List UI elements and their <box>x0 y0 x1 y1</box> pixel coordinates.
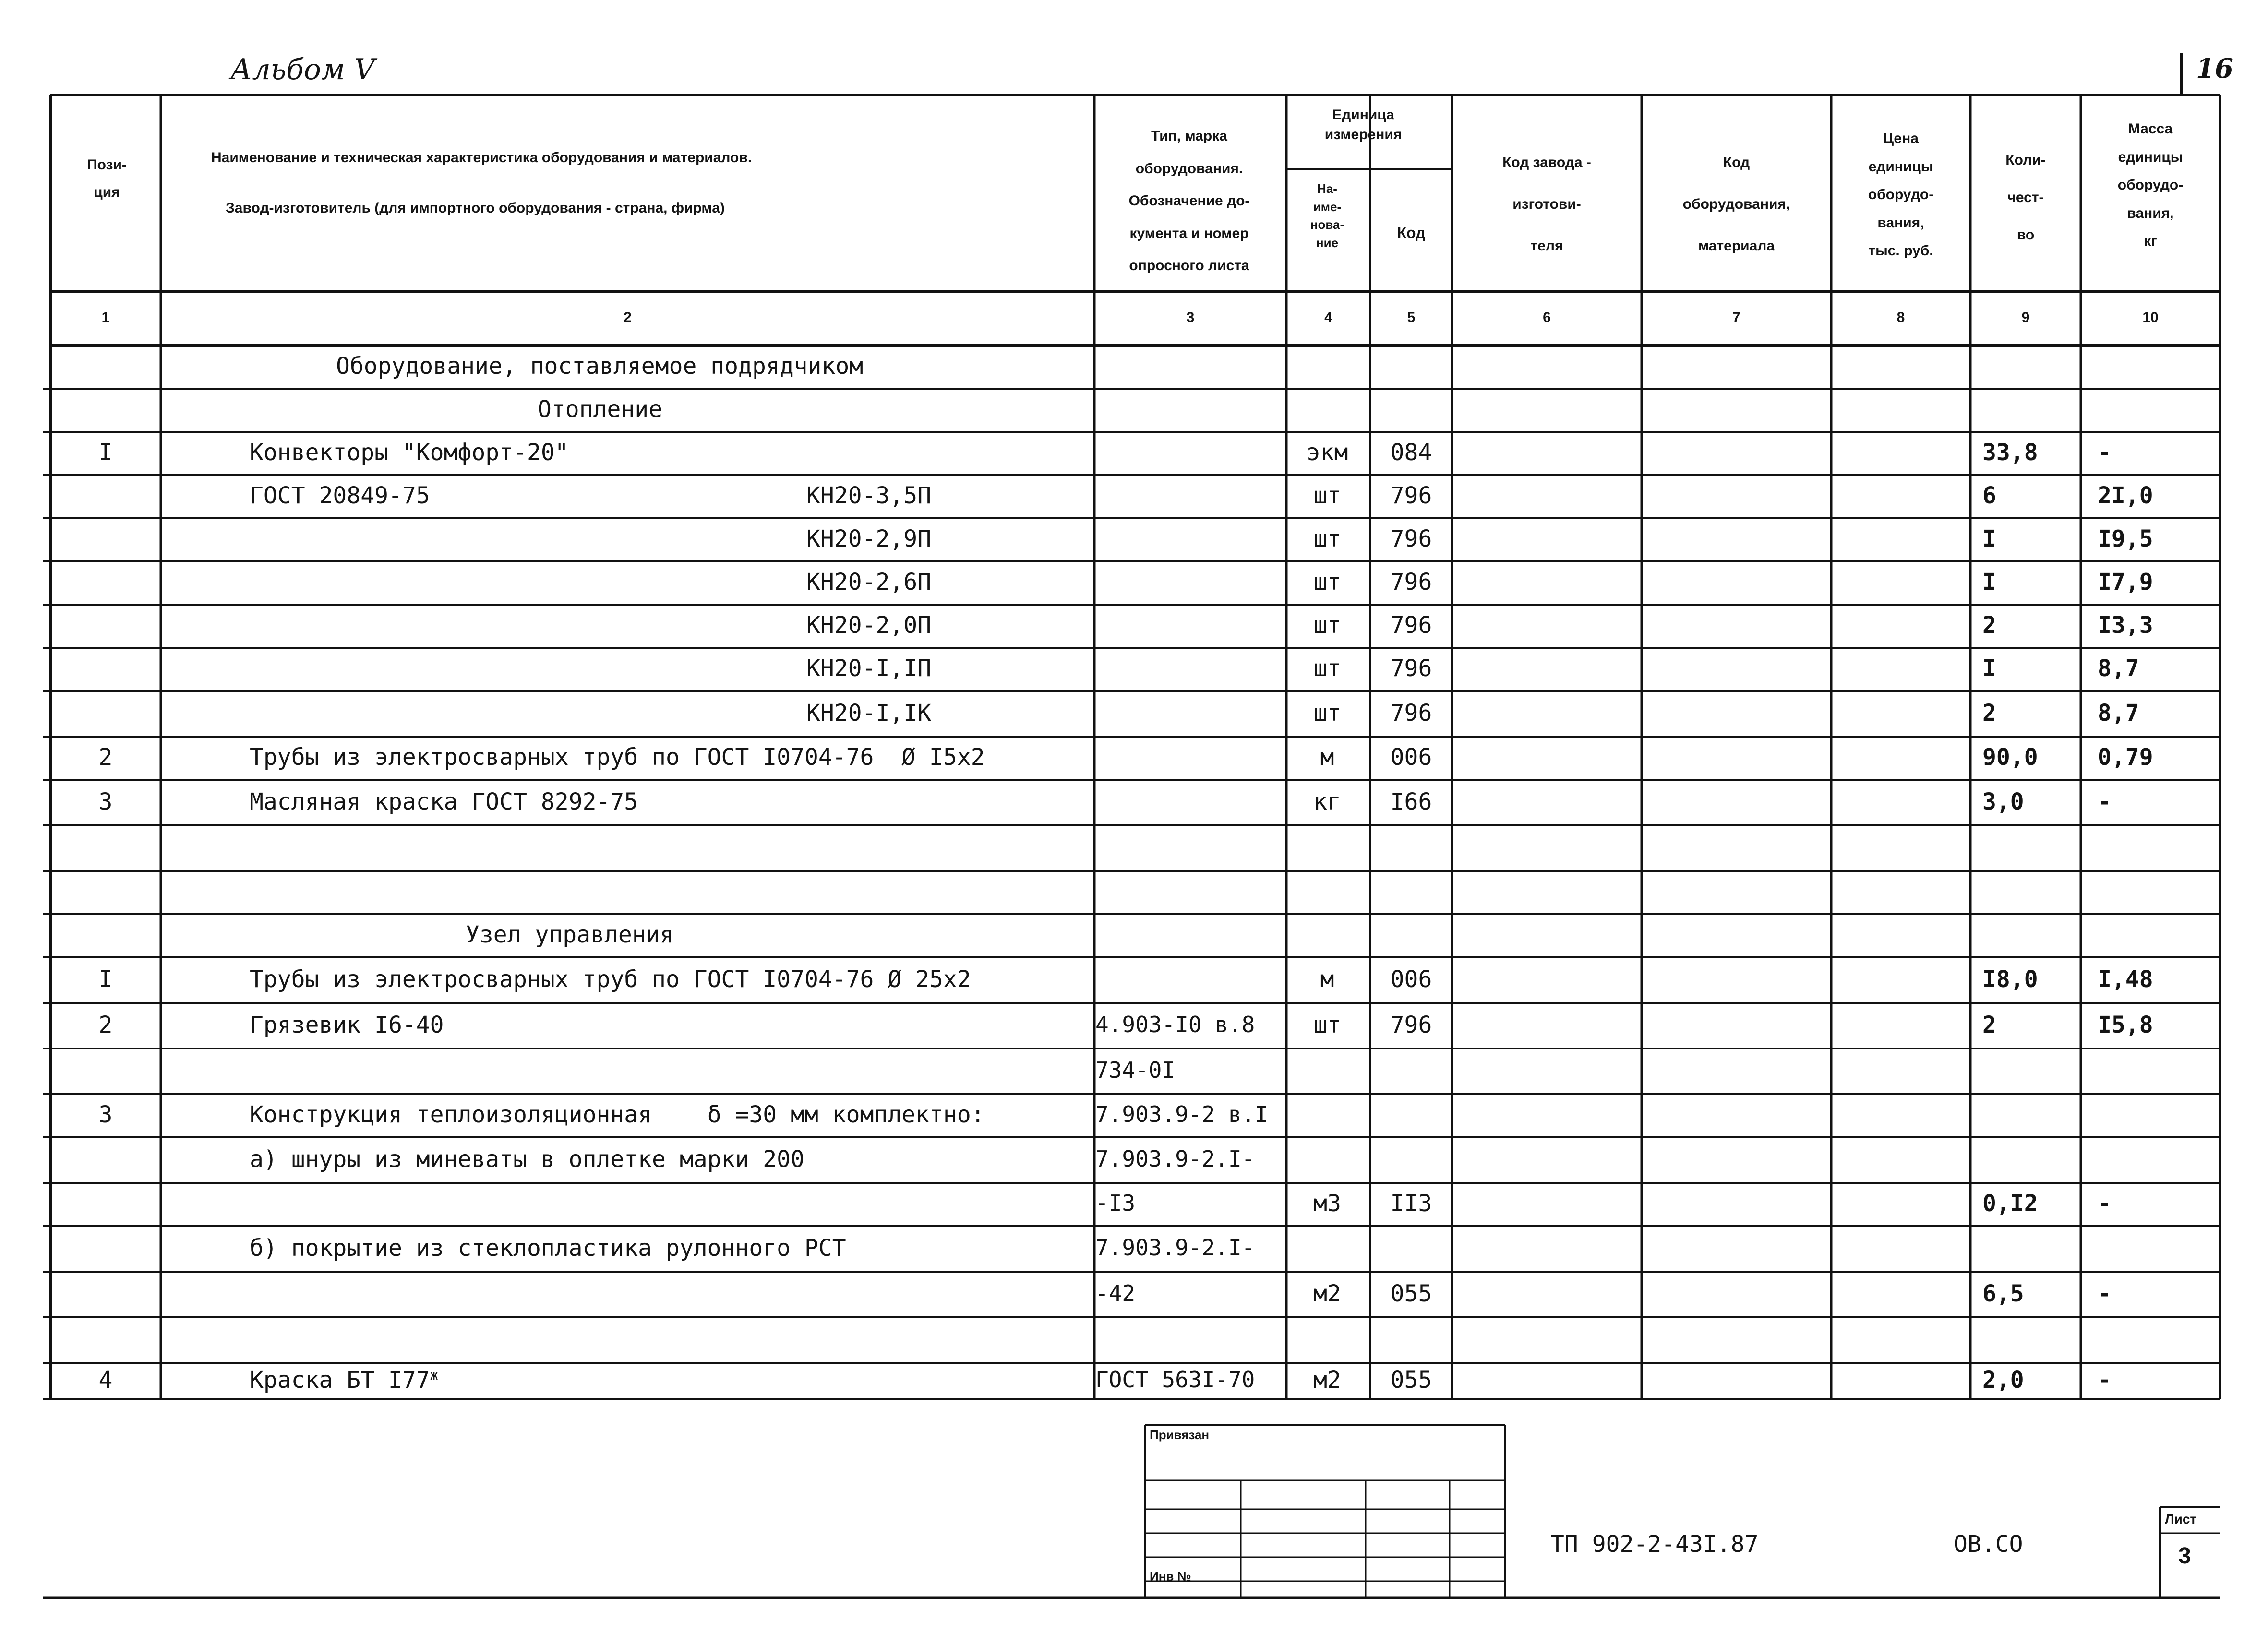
row-mark: КН20-I,IК <box>806 699 932 727</box>
row-mass: 2I,0 <box>2098 482 2153 509</box>
row-mass: 8,7 <box>2098 655 2139 682</box>
row-type-doc: ГОСТ 563I-70 <box>1095 1366 1255 1393</box>
row-position: 2 <box>98 744 113 771</box>
header-position: Пози- ция <box>87 157 127 200</box>
row-name: Масляная краска ГОСТ 8292-75 <box>250 788 638 815</box>
header-name-line1: Наименование и техническая характеристика оборудования и материалов. <box>211 150 752 166</box>
header-unit-code: Код <box>1397 224 1426 241</box>
stamp-privyazan: Привязан <box>1150 1428 1210 1442</box>
row-unit: м2 <box>1313 1366 1341 1394</box>
row-unit-code: 796 <box>1390 1011 1432 1038</box>
row-unit-code: 084 <box>1390 439 1432 466</box>
row-unit: шт <box>1313 655 1341 682</box>
row-mark: КН20-2,9П <box>806 525 932 552</box>
row-mark: КН20-I,IП <box>806 655 932 682</box>
header-plant-code: Код завода - изготови- теля <box>1502 155 1591 254</box>
row-unit: шт <box>1313 1011 1341 1038</box>
column-number: 1 <box>101 310 110 325</box>
row-type-doc: 7.903.9-2 в.I <box>1095 1101 1269 1127</box>
row-unit: м3 <box>1313 1190 1341 1217</box>
row-unit-code: 796 <box>1390 482 1432 509</box>
row-mass: I3,3 <box>2098 612 2153 639</box>
row-quantity: 2 <box>1982 699 1996 727</box>
row-unit: шт <box>1313 569 1341 596</box>
row-mass: - <box>2098 1190 2112 1217</box>
row-quantity: 2 <box>1982 612 1996 639</box>
row-quantity: I <box>1982 525 1996 552</box>
row-name: а) шнуры из миневаты в оплетке марки 200 <box>250 1145 804 1173</box>
column-number: 7 <box>1732 310 1740 325</box>
row-unit-code: 796 <box>1390 699 1432 727</box>
row-position: 3 <box>98 1101 113 1128</box>
row-quantity: I <box>1982 655 1996 682</box>
row-unit: экм <box>1306 439 1348 466</box>
column-number: 6 <box>1543 310 1551 325</box>
row-position: I <box>98 439 113 466</box>
stamp-sheet-number: 3 <box>2178 1543 2191 1569</box>
stamp-document-code: ТП 902-2-43I.87 <box>1550 1531 1759 1558</box>
row-unit: м2 <box>1313 1280 1341 1307</box>
row-quantity: I <box>1982 569 1996 596</box>
row-position: I <box>98 965 113 993</box>
header-name-line2: Завод-изготовитель (для импортного оборудования - страна, фирма) <box>226 200 725 216</box>
row-mass: I9,5 <box>2098 525 2153 552</box>
row-name-superscript: ж <box>430 1367 438 1383</box>
row-unit-code: I66 <box>1390 788 1432 815</box>
row-quantity: 3,0 <box>1982 788 2024 815</box>
header-equipment-code: Код оборудования, материала <box>1682 155 1790 254</box>
row-unit-code: 055 <box>1390 1366 1432 1394</box>
row-unit: шт <box>1313 612 1341 639</box>
column-number: 9 <box>2021 310 2030 325</box>
column-number: 8 <box>1896 310 1905 325</box>
row-quantity: I8,0 <box>1982 965 2038 993</box>
row-unit: м <box>1320 965 1334 993</box>
row-type-doc: 4.903-I0 в.8 <box>1095 1011 1255 1037</box>
header-type: Тип, марка оборудования. Обозначение до- кумента и номер опросного листа <box>1128 128 1250 274</box>
row-name: Узел управления <box>466 921 674 948</box>
row-quantity: 0,I2 <box>1982 1190 2038 1217</box>
row-unit-code: 796 <box>1390 525 1432 552</box>
row-name: Трубы из электросварных труб по ГОСТ I0704-76 Ø 25x2 <box>250 965 971 993</box>
row-type-doc: -42 <box>1095 1280 1136 1306</box>
row-name: Трубы из электросварных труб по ГОСТ I0704-76 Ø I5x2 <box>250 744 985 771</box>
column-number: 10 <box>2142 310 2159 325</box>
row-mass: I7,9 <box>2098 569 2153 596</box>
row-name: Конвекторы "Комфорт-20" <box>250 439 569 466</box>
stamp-inv: Инв № <box>1150 1569 1191 1584</box>
row-unit-code: 006 <box>1390 965 1432 993</box>
row-quantity: 2,0 <box>1982 1366 2024 1394</box>
row-mark: КН20-2,0П <box>806 612 932 639</box>
row-mass: - <box>2098 1366 2112 1394</box>
row-unit: м <box>1320 744 1334 771</box>
row-unit-code: 796 <box>1390 655 1432 682</box>
row-mass: I5,8 <box>2098 1011 2153 1038</box>
header-unit-group: Единица измерения <box>1324 107 1402 143</box>
row-type-doc: 7.903.9-2.I- <box>1095 1234 1255 1261</box>
row-position: 2 <box>98 1011 113 1038</box>
stamp-sheet-label: Лист <box>2165 1512 2197 1526</box>
row-mass: 8,7 <box>2098 699 2139 727</box>
row-mass: I,48 <box>2098 965 2153 993</box>
row-unit: шт <box>1313 525 1341 552</box>
row-unit: шт <box>1313 482 1341 509</box>
row-type-doc: -I3 <box>1095 1190 1136 1216</box>
header-price: Цена единицы оборудо- вания, тыс. руб. <box>1868 131 1934 259</box>
album-note: Альбом V <box>230 53 375 86</box>
row-mass: 0,79 <box>2098 744 2153 771</box>
row-unit: кг <box>1313 788 1341 815</box>
row-name: Отопление <box>538 396 663 423</box>
row-quantity: 90,0 <box>1982 744 2038 771</box>
stamp-section-code: ОВ.СО <box>1954 1531 2023 1558</box>
row-name: Конструкция теплоизоляционная δ =30 мм комплектно: <box>250 1101 985 1128</box>
column-number: 2 <box>624 310 632 325</box>
header-quantity: Коли- чест- во <box>2005 152 2046 243</box>
row-unit: шт <box>1313 699 1341 727</box>
column-number: 3 <box>1186 310 1195 325</box>
page-number: 16 <box>2196 53 2233 84</box>
row-mass: - <box>2098 788 2112 815</box>
row-type-doc: 734-0I <box>1095 1057 1176 1083</box>
row-mark: КН20-3,5П <box>806 482 932 509</box>
row-unit-code: 796 <box>1390 612 1432 639</box>
row-unit-code: 796 <box>1390 569 1432 596</box>
row-unit-code: 055 <box>1390 1280 1432 1307</box>
row-position: 3 <box>98 788 113 815</box>
row-quantity: 6,5 <box>1982 1280 2024 1307</box>
row-mark: КН20-2,6П <box>806 569 932 596</box>
row-quantity: 33,8 <box>1982 439 2038 466</box>
row-name: б) покрытие из стеклопластика рулонного РСТ <box>250 1234 846 1262</box>
row-mass: - <box>2098 439 2112 466</box>
row-unit-code: II3 <box>1390 1190 1432 1217</box>
row-quantity: 2 <box>1982 1011 1996 1038</box>
row-name: ГОСТ 20849-75 <box>250 482 430 509</box>
column-number: 5 <box>1407 310 1416 325</box>
row-type-doc: 7.903.9-2.I- <box>1095 1145 1255 1172</box>
row-name: Краска БТ $I77^ж$ <box>250 1366 438 1394</box>
row-position: 4 <box>98 1366 113 1394</box>
row-quantity: 6 <box>1982 482 1996 509</box>
row-name: Грязевик I6-40 <box>250 1011 444 1038</box>
column-number: 4 <box>1324 310 1332 325</box>
row-unit-code: 006 <box>1390 744 1432 771</box>
header-unit-name: На- име- нова- ние <box>1310 181 1344 250</box>
row-name: Оборудование, поставляемое подрядчиком <box>336 353 864 380</box>
row-mass: - <box>2098 1280 2112 1307</box>
header-mass: Масса единицы оборудо- вания, кг <box>2117 121 2184 249</box>
